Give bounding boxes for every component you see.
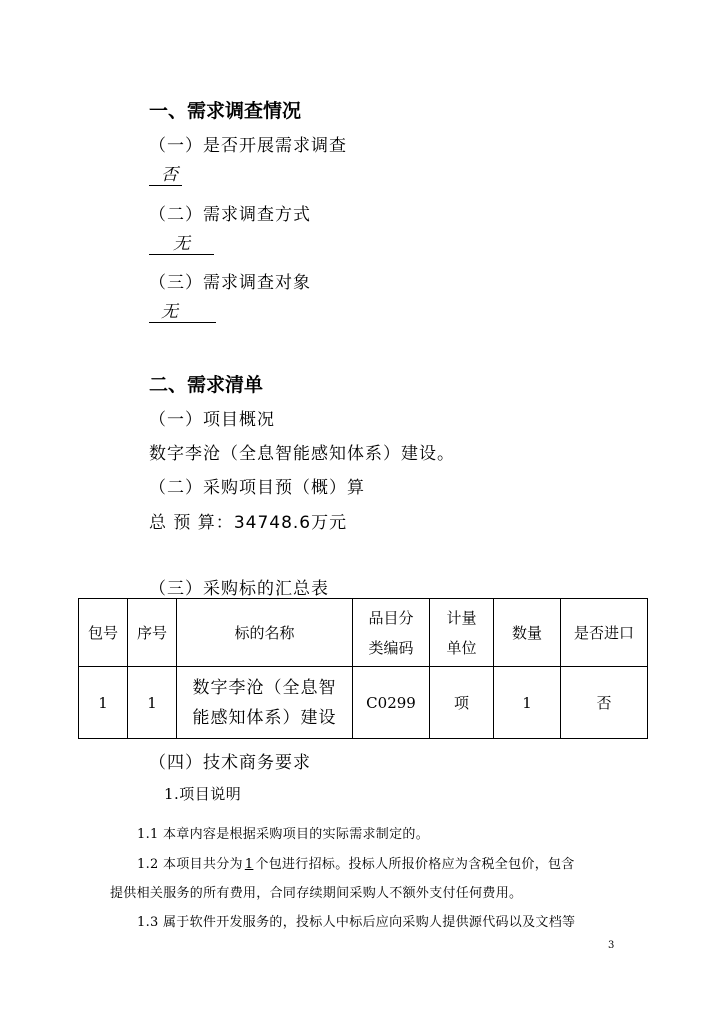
overview-label: （一）项目概况 <box>149 410 275 430</box>
budget-prefix: 总 预 算： <box>149 513 234 533</box>
header-item-name: 标的名称 <box>177 599 353 667</box>
paragraph-1-2-line-2: 提供相关服务的所有费用，合同存续期间采购人不额外支付任何费用。 <box>110 886 523 901</box>
cell-unit: 项 <box>430 667 494 739</box>
survey-answer-1: 否 <box>149 165 182 186</box>
budget-unit: 万元 <box>311 513 348 533</box>
paragraph-1-2 <box>137 853 575 872</box>
paragraph-1-1: 1.1 本章内容是根据采购项目的实际需求制定的。 <box>137 827 430 842</box>
survey-answer-2-wrap <box>149 234 214 255</box>
table-header-row <box>79 599 648 667</box>
paragraph-1-2-part-a: 1.2 本项目共分为 <box>137 857 243 872</box>
paragraph-1-3: 1.3 属于软件开发服务的，投标人中标后应向采购人提供源代码以及文档等 <box>137 915 576 930</box>
budget-value: 34748.6 <box>233 513 312 533</box>
survey-question-2: （二）需求调查方式 <box>149 205 311 225</box>
header-unit-line2: 单位 <box>446 638 477 657</box>
survey-answer-3-wrap <box>149 302 216 323</box>
cell-quantity: 1 <box>494 667 561 739</box>
section-1-title: 一、需求调查情况 <box>149 100 302 122</box>
survey-question-1: （一）是否开展需求调查 <box>149 136 347 156</box>
header-category-code-line1: 品目分 <box>368 608 414 627</box>
cell-item-name-line2: 能感知体系）建设 <box>192 707 337 728</box>
header-seq-no: 序号 <box>128 599 177 667</box>
budget-line <box>149 508 347 533</box>
header-imported: 是否进口 <box>561 599 648 667</box>
survey-answer-1-wrap <box>149 165 182 186</box>
header-category-code <box>353 599 430 667</box>
overview-text: 数字李沧（全息智能感知体系）建设。 <box>149 444 455 464</box>
header-category-code-line2: 类编码 <box>368 638 414 657</box>
budget-label: （二）采购项目预（概）算 <box>149 478 365 498</box>
page-number: 3 <box>608 940 615 951</box>
procurement-summary-table <box>78 598 648 739</box>
requirements-label: （四）技术商务要求 <box>149 753 311 773</box>
project-description-title: 1.项目说明 <box>164 785 242 803</box>
cell-item-name-line1: 数字李沧（全息智 <box>192 677 337 698</box>
package-count: 1 <box>244 857 254 872</box>
header-unit-line1: 计量 <box>446 608 477 627</box>
cell-imported: 否 <box>561 667 648 739</box>
header-package-no: 包号 <box>79 599 128 667</box>
cell-seq-no: 1 <box>128 667 177 739</box>
cell-package-no: 1 <box>79 667 128 739</box>
cell-category-code: C0299 <box>353 667 430 739</box>
cell-item-name <box>177 667 353 739</box>
survey-answer-3: 无 <box>149 302 216 323</box>
header-unit <box>430 599 494 667</box>
survey-answer-2: 无 <box>149 234 214 255</box>
header-quantity: 数量 <box>494 599 561 667</box>
section-2-title: 二、需求清单 <box>149 374 264 396</box>
survey-question-3: （三）需求调查对象 <box>149 273 311 293</box>
table-label: （三）采购标的汇总表 <box>149 579 329 599</box>
paragraph-1-2-part-b: 个包进行招标。投标人所报价格应为含税全包价，包含 <box>255 857 575 872</box>
table-row <box>79 667 648 739</box>
